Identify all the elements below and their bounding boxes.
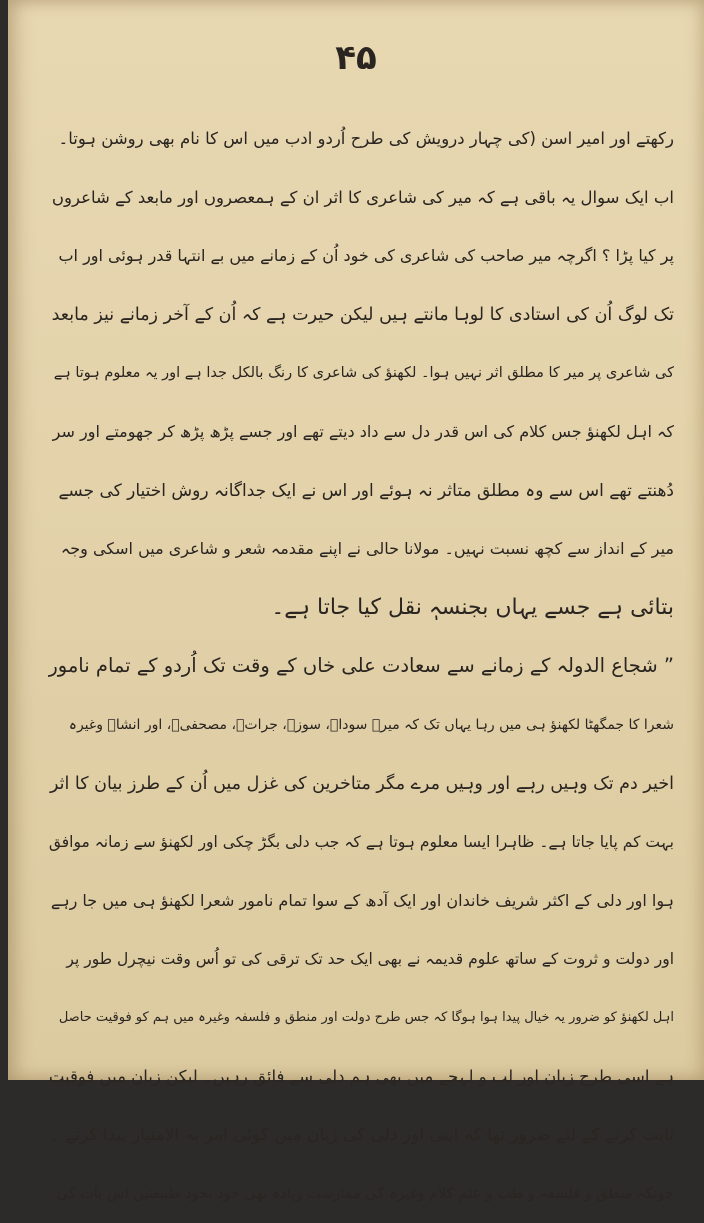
text-line: کی شاعری پر میر کا مطلق اثر نہیں ہوا۔ لکھنؤ کی شاعری کا رنگ بالکل جدا ہے اور یہ معلوم ہوتا ہے	[53, 365, 674, 382]
text-line: میر کے انداز سے کچھ نسبت نہیں۔ مولانا حالی نے اپنے مقدمہ شعر و شاعری میں اسکی وجہ	[60, 539, 674, 559]
text-line: چونکہ منطق و فلسفہ و طب و علم کلام وغیرہ کی ممارست زیادہ تھی خود بخود طبیعتیں اس بات کی	[56, 1185, 674, 1202]
text-line: پر کیا پڑا ؟ اگرچہ میر صاحب کی شاعری کی خود اُن کے زمانے میں بے انتہا قدر ہوئی اور اب	[58, 246, 674, 266]
text-line: تک لوگ اُن کی استادی کا لوہا مانتے ہیں لیکن حیرت ہے کہ اُن کے آخر زمانے نیز مابعد	[51, 304, 674, 325]
text-line: ہوا اور دلی کے اکثر شریف خاندان اور ایک آدھ کے سوا تمام نامور شعرا لکھنؤ ہی میں جا رہے	[50, 890, 674, 910]
text-line: بتائی ہے جسے یہاں بجنسہٖ نقل کیا جاتا ہے۔	[271, 594, 674, 620]
text-line: اب ایک سوال یہ باقی ہے کہ میر کی شاعری کا اثر ان کے ہمعصروں اور مابعد کے شاعروں	[51, 187, 674, 207]
text-line: ہے اسی طرح زبان اور لب و لہجے میں بھی ہم دلی سے فائق رہیں۔ لیکن زبان میں فوقیت	[48, 1066, 674, 1086]
text-line: دُھنتے تھے اس سے وہ مطلق متاثر نہ ہوئے اور اس نے ایک جداگانہ روش اختیار کی جسے	[58, 480, 674, 501]
page-text	[48, 110, 674, 1223]
text-line: ” شجاع الدولہ کے زمانے سے سعادت علی خاں کے وقت تک اُردو کے تمام نامور	[48, 654, 674, 678]
book-page	[8, 0, 704, 1202]
page-number: ۴۵	[335, 38, 377, 78]
text-line: شعرا کا جمگھٹا لکھنؤ ہی میں رہا یہاں تک کہ میرؔ سوداؔ، سوزؔ، جراتؔ، مصحفیؔ، اور انشاؔ وغیرہ	[68, 716, 674, 733]
text-line: ثابت کرنے کے لئے ضرور تھا کہ اپنی اور دلی کی زبان میں کوئی امر بہ الامتیاز پیدا کرتے ۔	[50, 1125, 674, 1146]
text-line: اور دولت و ثروت کے ساتھ علوم قدیمہ نے بھی ایک حد تک ترقی کی تو اُس وقت نیچرل طور پر	[66, 950, 674, 969]
text-line: اخیر دم تک وہیں رہے اور وہیں مرے مگر متاخرین کی غزل میں اُن کے طرز بیان کا اثر	[49, 773, 674, 794]
text-line: اہل لکھنؤ کو ضرور یہ خیال پیدا ہوا ہوگا کہ جس طرح دولت اور منطق و فلسفہ وغیرہ میں ہم کو فوقیت حاصل	[58, 1009, 674, 1025]
text-line: کہ اہل لکھنؤ جس کلام کی اس قدر دل سے داد دیتے تھے اور جسے پڑھ پڑھ کر جھومتے اور سر	[52, 421, 674, 441]
text-line: بہت کم پایا جاتا ہے۔ ظاہرا ایسا معلوم ہوتا ہے کہ جب دلی بگڑ چکی اور لکھنؤ سے زمانہ موافق	[48, 833, 674, 852]
text-line: رکھتے اور امیر اسن (کی چہار درویش کی طرح اُردو ادب میں اس کا نام بھی روشن ہوتا۔	[58, 129, 674, 148]
